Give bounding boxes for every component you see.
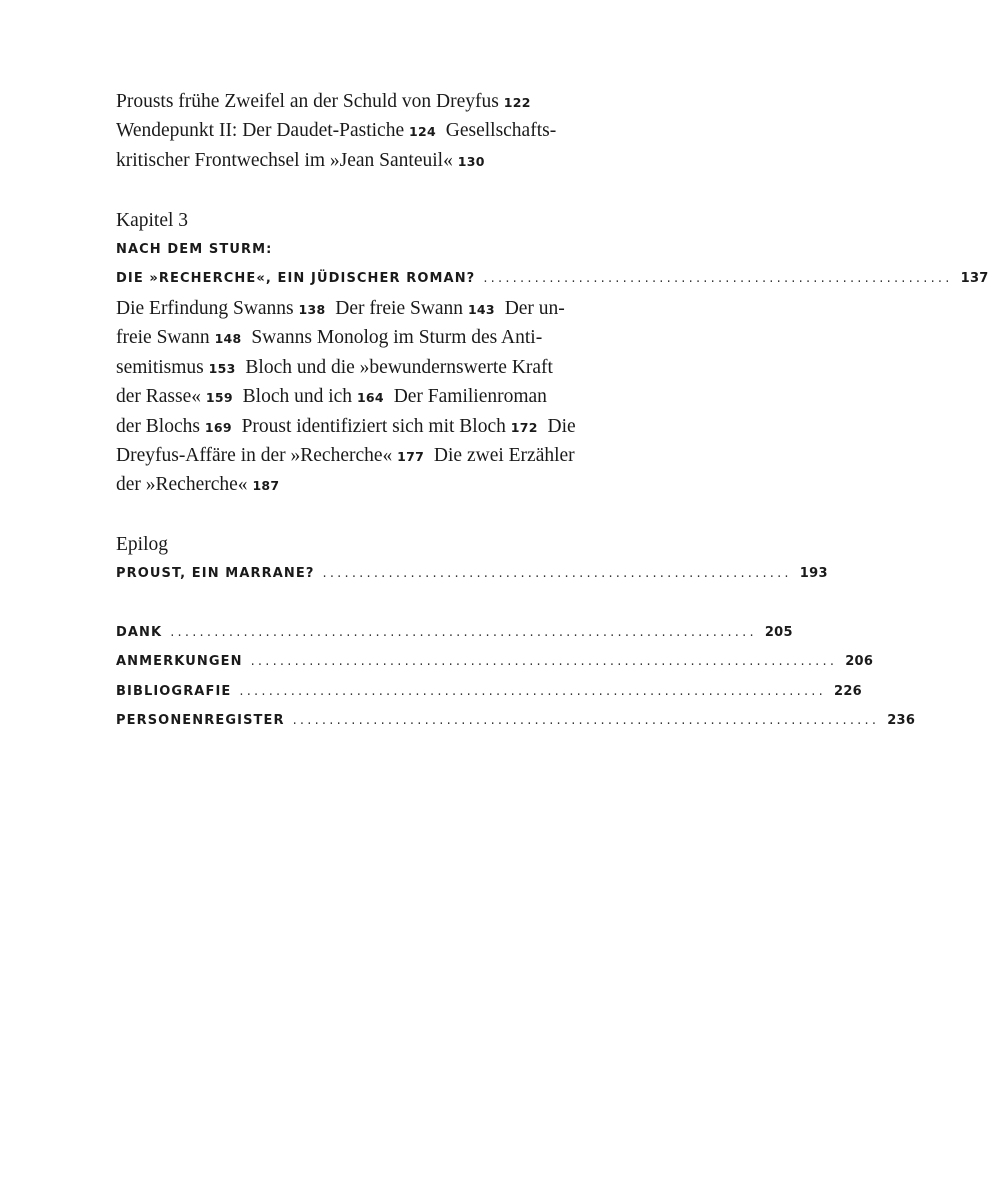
dot-leader: ................................................................ (322, 566, 792, 581)
section-title: Gesellschafts- (436, 120, 557, 142)
page-number: 124 (409, 124, 436, 140)
page-number: 205 (764, 625, 793, 640)
section-title: Die zwei Erzähler (424, 445, 575, 466)
toc-section-line (116, 470, 634, 500)
dot-leader: ................................................................................ (292, 713, 880, 729)
page-number: 226 (833, 683, 863, 699)
section-title: Bloch und die »bewundernswerte Kraft (235, 356, 553, 378)
section-title: Der un- (494, 298, 565, 319)
page-number: 122 (503, 95, 531, 110)
section-title: Die (537, 415, 576, 437)
toc-section-line (116, 323, 634, 353)
page-number: 164 (356, 390, 384, 406)
section-title: der »Recherche« (116, 474, 253, 496)
chapter-3-entry[interactable] (116, 264, 989, 294)
section-title: Dreyfus-Affäre in der »Recherche« (116, 445, 398, 466)
section-title: Wendepunkt II: Der Daudet-Pastiche (116, 120, 409, 142)
page-number: 159 (205, 390, 233, 406)
page-number: 169 (204, 419, 232, 435)
section-title: semitismus (116, 356, 209, 378)
section-title: der Blochs (116, 415, 205, 437)
chapter-3-title-text: NACH DEM STURM: (116, 242, 273, 257)
back-matter-entry[interactable] (116, 706, 916, 736)
dot-leader: ................................................................ (483, 271, 953, 286)
back-matter-entry[interactable] (116, 677, 863, 707)
section-title: Bloch und ich (232, 386, 357, 408)
section-title: freie Swann (116, 327, 215, 349)
epilog-title: PROUST, EIN MARRANE? (116, 566, 315, 581)
dot-leader: ................................................................................ (239, 683, 826, 699)
toc-section-line (116, 294, 634, 324)
back-matter-entry[interactable] (116, 647, 874, 677)
section-title: Prousts frühe Zweifel an der Schuld von Dreyfus (116, 91, 504, 112)
page-number: 143 (467, 302, 495, 317)
toc-section-line (116, 87, 634, 117)
page-number: 153 (208, 360, 236, 376)
toc-section-line (116, 382, 634, 412)
page-number: 193 (799, 566, 828, 581)
chapter-3-title-line1 (116, 235, 634, 265)
toc-section-line (116, 441, 634, 471)
entry-title: ANMERKUNGEN (116, 654, 243, 670)
back-matter-entry[interactable] (116, 618, 793, 648)
chapter-3-label: Kapitel 3 (116, 210, 189, 231)
toc-section-line (116, 412, 634, 442)
page-number: 137 (960, 271, 989, 286)
section-title: Proust identifiziert sich mit Bloch (231, 415, 511, 437)
page-number: 236 (887, 713, 916, 729)
section-title: Die Erfindung Swanns (116, 298, 299, 319)
entry-title: DANK (116, 625, 163, 640)
section-title: kritischer Frontwechsel im »Jean Santeuil« (116, 149, 458, 171)
page-number: 172 (510, 419, 538, 435)
entry-title: PERSONENREGISTER (116, 713, 285, 729)
page-number: 177 (397, 449, 425, 464)
page-number: 148 (214, 331, 242, 347)
epilog-label: Epilog (116, 534, 168, 555)
section-title: Der Familienroman (383, 386, 547, 408)
section-title: Swanns Monolog im Sturm des Anti- (241, 327, 543, 349)
page-number: 138 (298, 302, 326, 317)
section-title: der Rasse« (116, 386, 206, 408)
page-number: 130 (457, 153, 485, 169)
chapter-3-title-text: DIE »RECHERCHE«, EIN JÜDISCHER ROMAN? (116, 271, 476, 286)
section-title: Der freie Swann (325, 298, 468, 319)
toc-section-line (116, 146, 634, 176)
dot-leader: ................................................................................ (170, 625, 757, 640)
epilog-entry[interactable] (116, 559, 828, 589)
page-number: 206 (845, 654, 874, 670)
page-number: 187 (252, 478, 280, 494)
dot-leader: ................................................................................ (250, 654, 838, 670)
toc-section-line (116, 116, 634, 146)
toc-section-line (116, 353, 634, 383)
entry-title: BIBLIOGRAFIE (116, 683, 232, 699)
